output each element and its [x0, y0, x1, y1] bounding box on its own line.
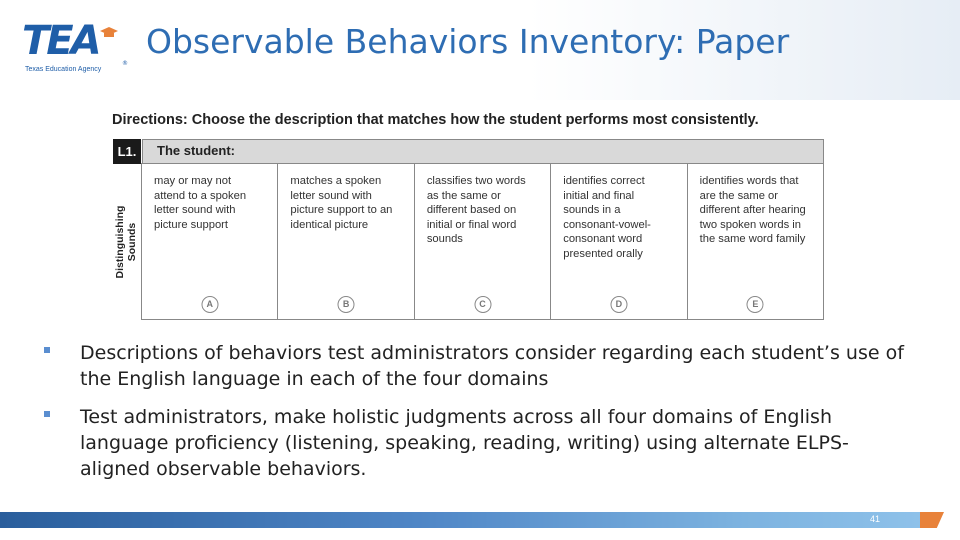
student-header	[142, 139, 824, 164]
domain-label	[112, 164, 140, 319]
graduation-cap-icon	[98, 26, 120, 40]
bullet-marker-icon	[44, 347, 50, 353]
bullet-list	[44, 340, 904, 494]
form-directions: Directions: Choose the description that matches how the student performs most consistently.	[112, 112, 759, 128]
logo-subtitle: Texas Education Agency	[25, 66, 102, 73]
option-letter-circle: C	[474, 296, 491, 313]
footer-gradient	[0, 512, 930, 528]
footer-accent	[920, 512, 944, 528]
options-grid	[141, 163, 824, 320]
option-description: matches a spoken letter sound with picture support to an identical picture	[290, 175, 393, 231]
option-letter-circle: D	[610, 296, 627, 313]
option-letter-circle: B	[338, 296, 355, 313]
bullet-text: Test administrators, make holistic judgments across all four domains of English language proficiency (listening, speaking, reading, writing) using alternate ELPS-aligned observable behaviors.	[80, 406, 849, 480]
domain-label-line2: Sounds	[126, 222, 138, 261]
domain-label-line1: Distinguishing	[114, 205, 126, 278]
option-cell-a	[142, 164, 278, 319]
option-cell-b	[278, 164, 414, 319]
inventory-form-image	[112, 112, 824, 322]
bullet-marker-icon	[44, 411, 50, 417]
item-id: L1.	[113, 139, 141, 164]
option-cell-e	[688, 164, 823, 319]
tea-logo	[22, 18, 132, 76]
student-label: The student:	[157, 143, 235, 158]
option-letter-circle: E	[747, 296, 764, 313]
option-description: identifies correct initial and final sounds in a consonant-vowel- consonant word presented orally	[563, 175, 651, 260]
footer-bar	[0, 512, 960, 530]
logo-wordmark: TEA	[22, 18, 99, 64]
option-description: classifies two words as the same or different based on initial or final word sounds	[426, 175, 526, 245]
bullet-text: Descriptions of behaviors test administrators consider regarding each student’s use of the English language in each of the four domains	[80, 342, 904, 390]
page-number: 41	[870, 514, 881, 524]
option-cell-d	[551, 164, 687, 319]
option-description: identifies words that are the same or different after hearing two spoken words in the same word family	[699, 175, 806, 245]
option-letter-circle: A	[201, 296, 218, 313]
bullet-item	[44, 340, 904, 392]
option-description: may or may not attend to a spoken letter sound with picture support	[154, 175, 247, 231]
logo-trademark: ®	[122, 60, 128, 67]
bullet-item	[44, 404, 904, 482]
option-cell-c	[415, 164, 551, 319]
slide-title: Observable Behaviors Inventory: Paper	[146, 22, 790, 61]
